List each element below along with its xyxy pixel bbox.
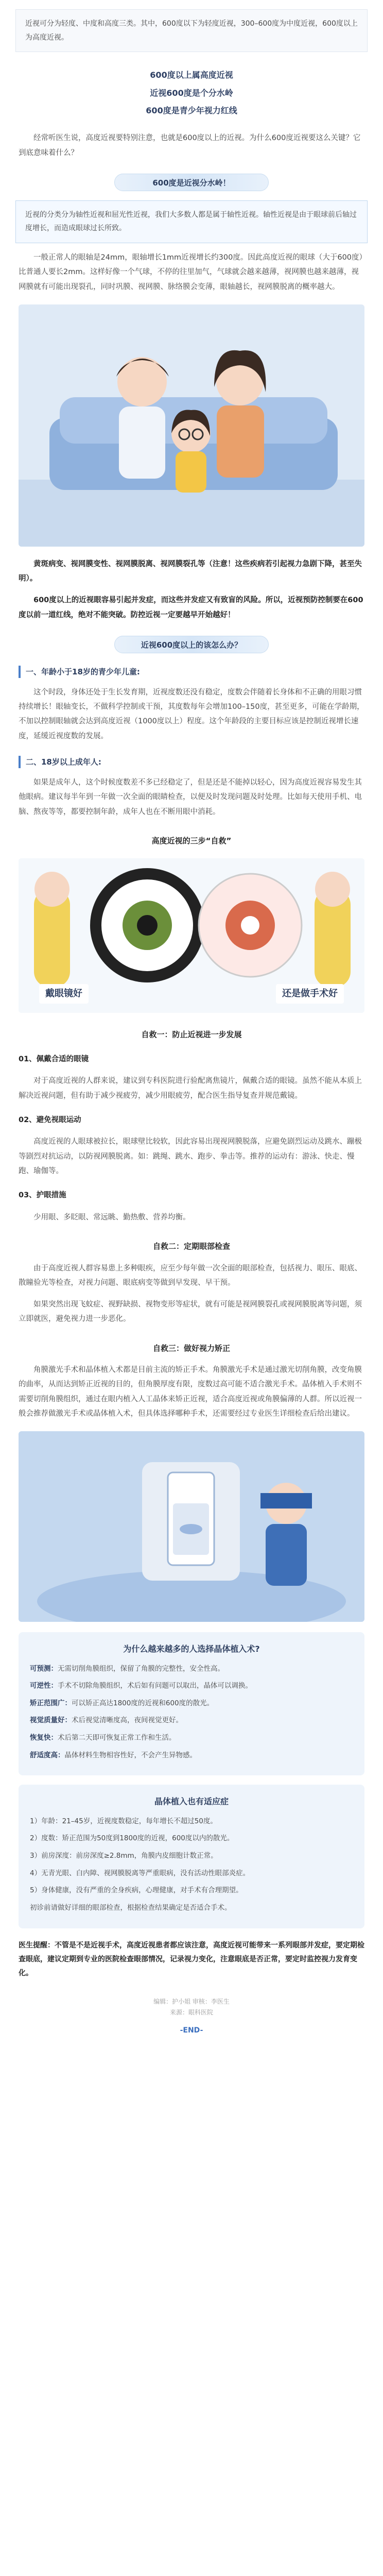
card-item-key: 可逆性： [30, 1682, 58, 1690]
card-item-key: 恢复快： [30, 1734, 58, 1742]
headline-line: 600度是青少年视力红线 [146, 105, 237, 115]
card-item-value: 可以矫正高达1800度的近视和600度的散光。 [72, 1699, 214, 1707]
paragraph [19, 557, 364, 586]
paragraph: 角膜激光手术和晶体植入术都是目前主流的矫正手术。角膜激光手术是通过激光切削角膜，改变角膜的曲率，从而达到矫正近视的目的，但角膜厚度有限，度数过高可能不适合激光手术。晶体植入手术则不需要切削角膜组织，通过在眼内植入人工晶体来矫正近视，适合高度近视或角膜偏薄的人群。所以近视一般会推荐做激光手术或晶体植入术，但具体选择哪种手术，还需要经过专业医生详细检查后给出建议。 [19, 1366, 362, 1418]
move-title: 自救一：防止近视进一步发展 [141, 1030, 242, 1040]
illustration-family [19, 304, 364, 547]
card-title: 晶体植入也有适应症 [154, 1797, 229, 1807]
article [0, 9, 383, 2068]
hint-box: 近视的分类分为轴性近视和屈光性近视，我们大多数人都是属于轴性近视。轴性近视是由于眼球前后轴过度增长，而造成眼球过长所致。 [15, 200, 368, 243]
section-heading: 一、年龄小于18岁的青少年儿童: [19, 666, 364, 678]
card-item [30, 1714, 353, 1727]
indication-card [19, 1785, 364, 1928]
card-item-value: 无需切削角膜组织，保留了角膜的完整性，安全性高。 [58, 1664, 224, 1673]
paragraph [19, 593, 364, 622]
sub-heading: 01、佩戴合适的眼镜 [19, 1055, 89, 1063]
card-item [30, 1697, 353, 1710]
paragraph: 如果突然出现飞蚊症、视野缺损、视物变形等症状，就有可能是视网膜裂孔或视网膜脱离等问题，须立即就医，避免视力进一步恶化。 [19, 1300, 362, 1324]
paragraph: 这个时段，身体还处于生长发育期，近视度数还没有稳定，度数会伴随着长身体和不正确的用眼习惯持续增长！眼轴变长，不做科学控制或干预，其度数每年会增加100–150度，甚至更多，可能在学龄期，不加以控制眼轴就会达到高度近视（1000度以上）程度。这个年龄段的主要目标应该是控制近视增长速度，延缓近视度数的发展。 [19, 688, 364, 740]
card-item: 3）前房深度：前房深度≥2.8mm，角膜内皮细胞计数正常。 [30, 1852, 218, 1860]
illustration-eye [19, 858, 364, 1013]
card-item [30, 1732, 353, 1745]
why-lens-card [19, 1632, 364, 1775]
section-banner: 近视600度以上的该怎么办？ [114, 636, 269, 653]
doctor-note [19, 1939, 364, 1981]
paragraph: 高度近视的人眼球被拉长，眼球壁比较软，因此容易出现视网膜脱落，应避免剧烈运动及跳水、蹦极等剧烈对抗运动，以防视网膜脱离。如：跳绳、跳水、跑步、拳击等。推荐的运动有：游泳、快走、慢跑、瑜伽等。 [19, 1138, 362, 1175]
paragraph: 对于高度近视的人群来说，建议到专科医院进行验配离焦镜片，佩戴合适的眼镜。虽然不能从本质上解决近视问题，但有助于减少视疲劳，减少用眼疲劳，配合医生指导复查并规范戴镜。 [19, 1077, 362, 1100]
paragraph-text: 600度以上的近视眼容易引起并发症，而这些并发症又有致盲的风险。所以，近视预防控制要在600度以前一道红线，绝对不能突破。防控近视一定要越早开始越好！ [19, 596, 363, 619]
card-item-key: 可预测： [30, 1664, 58, 1673]
card-item-value: 晶体材料生物相容性好，不会产生异物感。 [64, 1751, 197, 1759]
card-item: 5）身体健康，没有严重的全身疾病，心理健康，对手术有合理期望。 [30, 1886, 243, 1895]
section-heading: 二、18岁以上成年人: [19, 756, 364, 768]
family-illustration [19, 304, 364, 547]
card-item [30, 1749, 353, 1762]
section-banner: 600度是近视分水岭！ [114, 174, 269, 191]
card-item: 4）无青光眼、白内障、视网膜脱离等严重眼病，没有活动性眼部炎症。 [30, 1869, 250, 1877]
illustration-surgery [19, 1431, 364, 1622]
card-note: 初诊前请做好详细的眼部检查，根据检查结果确定是否适合手术。 [30, 1903, 232, 1912]
label-surgery: 还是做手术好 [276, 984, 344, 1004]
headline-line: 600度以上属高度近视 [150, 70, 233, 80]
move-title: 自救三：做好视力矫正 [152, 1343, 230, 1353]
intro-box: 近视可分为轻度、中度和高度三类。其中，600度以下为轻度近视，300–600度为中度近视，600度以上为高度近视。 [15, 9, 368, 52]
doctor-note-text: 医生提醒：不管是不是近视手术，高度近视患者都应该注意，高度近视可能带来一系列眼部并发症，要定期检查眼底，建议定期到专业的医院检查眼部情况，记录视力变化，注意眼底是否正常，要定时监控视力发育变化。 [19, 1941, 364, 1978]
paragraph: 如果是成年人，这个时候度数差不多已经稳定了，但是还是不能掉以轻心，因为高度近视容易发生其他眼病。建议每半年到一年做一次全面的眼睛检查，以便及时发现问题及时处理。比如每天使用手机、电脑、熬夜等等，都要控制年龄，成年人也在不断用眼中消耗。 [19, 778, 362, 816]
card-item-key: 矫正范围广： [30, 1699, 72, 1707]
paragraph: 一般正常人的眼轴是24mm，眼轴增长1mm近视增长约300度。因此高度近视的眼球（大于600度）比普通人要长2mm。这样好像一个气球，不停的往里加气，气球就会越来越薄，视网膜也越来越薄，视网膜就有可能出现裂孔，同时巩膜、视网膜、脉络膜会变薄，眼轴越长，视网膜脱离的概率越大。 [19, 253, 363, 291]
move-title: 自救二：定期眼部检查 [152, 1242, 230, 1251]
sub-heading: 03、护眼措施 [19, 1191, 66, 1200]
paragraph-text: 黄斑病变、视网膜变性、视网膜脱离、视网膜裂孔等（注意！这些疾病若引起视力急剧下降，甚至失明）。 [19, 560, 362, 583]
footer-line: 编辑：护小姐 审核：李医生 [153, 1997, 230, 2005]
footer [0, 1996, 383, 2019]
card-item-value: 术后第二天即可恢复正常工作和生活。 [58, 1734, 176, 1742]
sub-heading: 02、避免视眼运动 [19, 1115, 81, 1124]
card-item [30, 1680, 353, 1693]
card-item [30, 1663, 353, 1676]
end-mark: -END- [180, 2026, 203, 2035]
footer-line: 来源：眼科医院 [169, 2009, 213, 2016]
card-item-key: 舒适度高： [30, 1751, 65, 1759]
paragraph: 少用眼、多眨眼、常远眺、勤热敷、营养均衡。 [33, 1213, 190, 1222]
headline [0, 67, 383, 118]
card-item-value: 术后视觉清晰度高，夜间视觉更好。 [72, 1716, 183, 1725]
card-title: 为什么越来越多的人选择晶体植入术? [123, 1644, 260, 1654]
card-item-value: 手术不切除角膜组织，术后如有问题可以取出，晶体可以调换。 [58, 1682, 252, 1690]
surgery-illustration [19, 1431, 364, 1622]
intro-paragraph: 经常听医生说，高度近视要特别注意，也就是600度以上的近视。为什么600度近视要这么关键？它到底意味着什么？ [19, 134, 361, 157]
card-item-key: 视觉质量好： [30, 1716, 72, 1725]
paragraph: 由于高度近视人群容易患上多种眼疾，应至少每年做一次全面的眼部检查，包括视力、眼压、眼底、散瞳验光等检查，对视力问题、眼底病变等做到早发现、早干预。 [19, 1264, 362, 1287]
headline-line: 近视600度是个分水岭 [150, 88, 233, 98]
card-item: 1）年龄：21–45岁，近视度数稳定，每年增长不超过50度。 [30, 1817, 217, 1825]
three-moves-title: 高度近视的三步“自救” [151, 836, 232, 845]
card-item: 2）度数：矫正范围为50度到1800度的近视，600度以内的散光。 [30, 1834, 234, 1843]
label-glasses: 戴眼镜好 [39, 984, 89, 1004]
